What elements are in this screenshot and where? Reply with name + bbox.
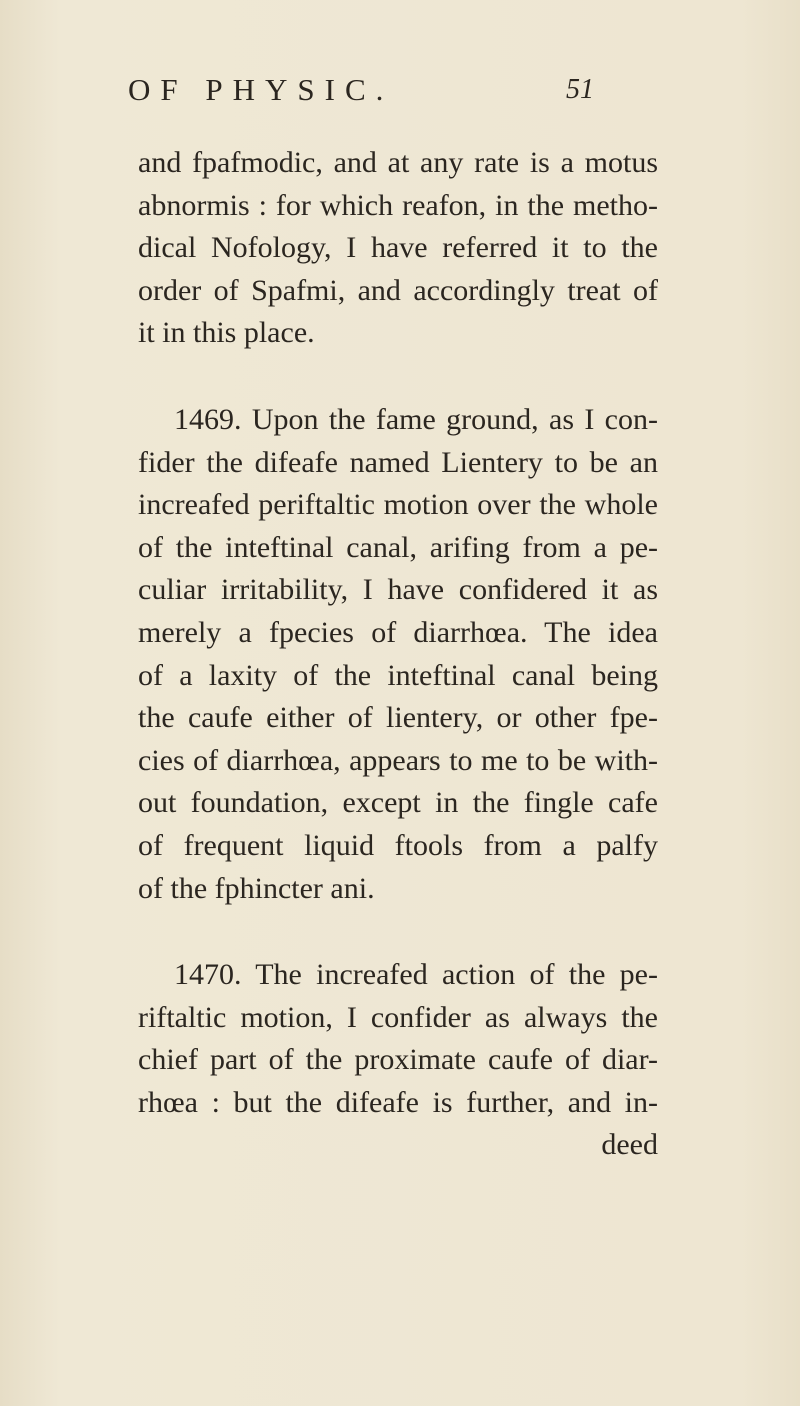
- paragraph-1: [138, 142, 658, 355]
- text-line: riftaltic motion, I confider as always the: [138, 1000, 658, 1034]
- text-line: out foundation, except in the fingle cafe: [138, 786, 658, 820]
- text-line: dical Nofology, I have referred it to the: [138, 231, 658, 265]
- page-header: [0, 62, 800, 122]
- text-line: rhœa : but the difeafe is further, and in-: [138, 1085, 658, 1119]
- page-number: 51: [566, 74, 594, 105]
- text-line: the caufe either of lientery, or other fpe-: [138, 701, 658, 735]
- text-line: merely a fpecies of diarrhœa. The idea: [138, 615, 658, 649]
- text-line: and fpafmodic, and at any rate is a motus: [138, 146, 658, 179]
- text-line: cies of diarrhœa, appears to me to be with-: [138, 743, 658, 777]
- text-line: of the fphincter ani.: [138, 871, 375, 905]
- text-line: 1469. Upon the fame ground, as I con-: [174, 402, 658, 436]
- body-text: [138, 142, 658, 1167]
- text-line: fider the difeafe named Lientery to be an: [138, 445, 658, 479]
- text-line: of the inteftinal canal, arifing from a pe-: [138, 530, 658, 564]
- paragraph-1470: [138, 954, 658, 1124]
- text-line: culiar irritability, I have confidered it as: [138, 573, 658, 607]
- text-line: chief part of the proximate caufe of diar-: [138, 1043, 658, 1077]
- catchword: deed: [601, 1128, 658, 1162]
- text-line: abnormis : for which reafon, in the metho-: [138, 188, 658, 222]
- paragraph-1469: [138, 399, 658, 910]
- running-title: OF PHYSIC.: [128, 72, 394, 107]
- text-line: increafed periftaltic motion over the whole: [138, 488, 658, 522]
- text-line: order of Spafmi, and accordingly treat of: [138, 273, 658, 307]
- text-line: of frequent liquid ftools from a palfy: [138, 828, 658, 862]
- text-line: 1470. The increafed action of the pe-: [174, 958, 658, 992]
- paragraph-gap: [138, 910, 658, 954]
- paragraph-gap: [138, 355, 658, 399]
- text-line: of a laxity of the inteftinal canal being: [138, 658, 658, 692]
- text-line: it in this place.: [138, 316, 315, 350]
